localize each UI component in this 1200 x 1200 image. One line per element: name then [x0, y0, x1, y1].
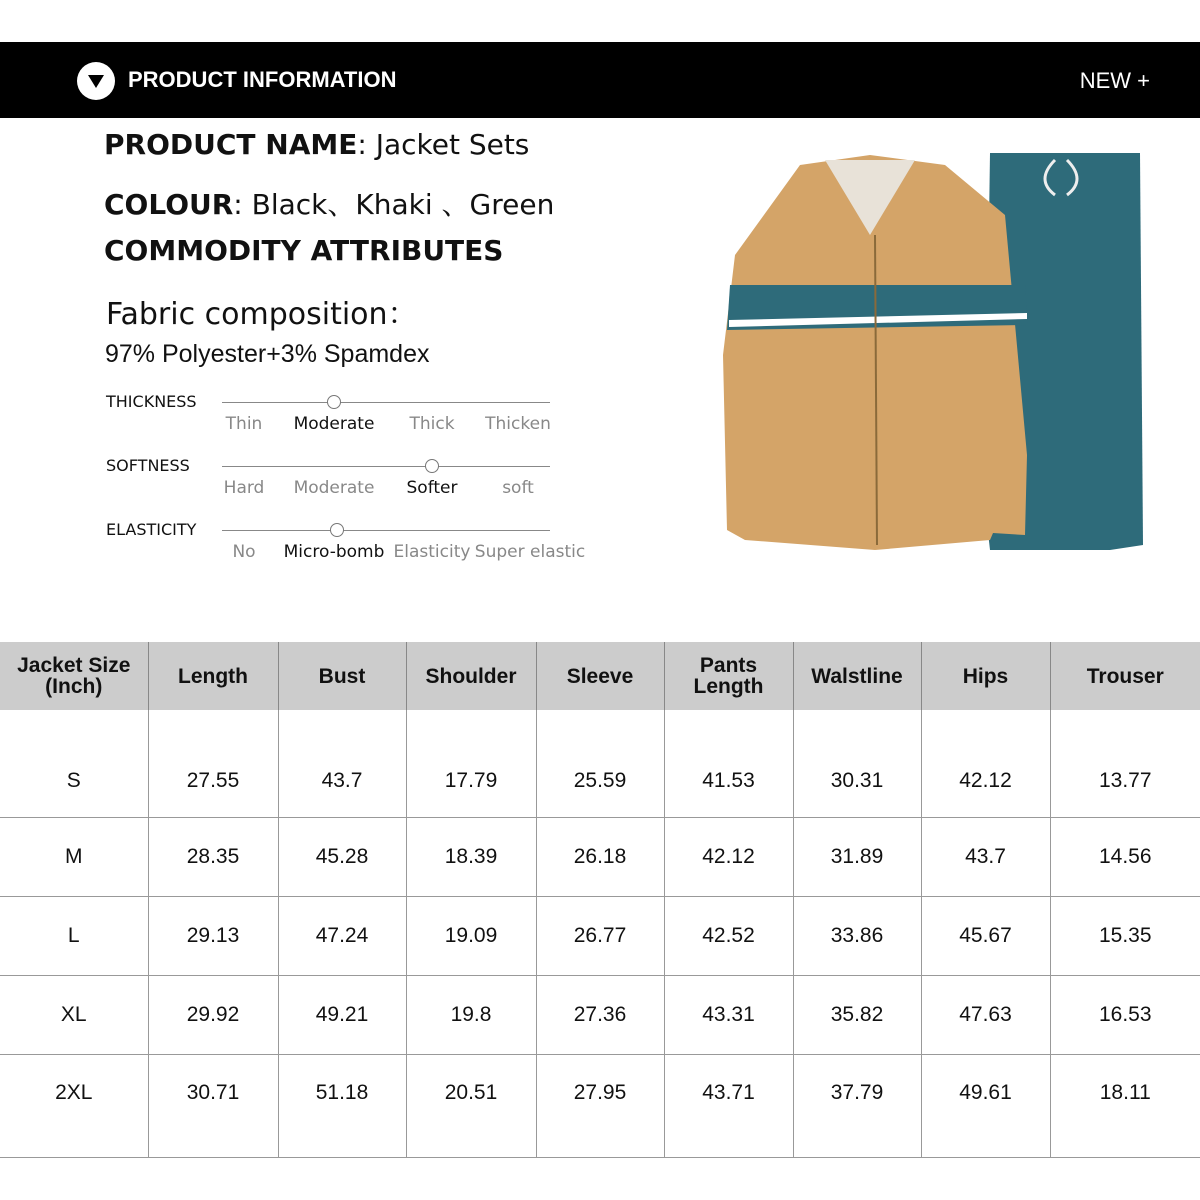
size-chart-table — [0, 642, 1200, 1158]
table-cell: 20.51 — [406, 1054, 536, 1157]
table-cell: 31.89 — [793, 817, 921, 896]
column-header: Sleeve — [536, 642, 664, 710]
table-cell: 42.12 — [921, 710, 1050, 817]
table-cell: 29.92 — [148, 975, 278, 1054]
rating-track — [222, 402, 550, 403]
rating-knob — [425, 459, 439, 473]
table-cell: 43.7 — [921, 817, 1050, 896]
table-cell: 26.18 — [536, 817, 664, 896]
table-cell: M — [0, 817, 148, 896]
table-cell: 30.31 — [793, 710, 921, 817]
table-cell: 41.53 — [664, 710, 793, 817]
table-row — [0, 896, 1200, 975]
rating-option: Thin — [225, 414, 263, 434]
rating-knob — [330, 523, 344, 537]
rating-softness — [106, 456, 626, 506]
table-cell: L — [0, 896, 148, 975]
table-cell: S — [0, 710, 148, 817]
product-name-value: : Jacket Sets — [357, 128, 530, 161]
rating-track — [222, 466, 550, 467]
table-row — [0, 817, 1200, 896]
rating-option: Super elastic — [474, 542, 586, 562]
table-cell: 13.77 — [1050, 710, 1200, 817]
rating-label: SOFTNESS — [106, 456, 190, 475]
table-cell: 19.09 — [406, 896, 536, 975]
table-cell: 37.79 — [793, 1054, 921, 1157]
product-name-label: PRODUCT NAME — [104, 128, 358, 161]
table-cell: 14.56 — [1050, 817, 1200, 896]
rating-label: THICKNESS — [106, 392, 197, 411]
product-name — [104, 128, 529, 161]
attributes-heading: COMMODITY ATTRIBUTES — [104, 234, 504, 267]
colour-label: COLOUR — [104, 188, 234, 221]
rating-option: Softer — [406, 478, 458, 498]
rating-option: Thicken — [485, 414, 551, 434]
rating-option: Micro-bomb — [283, 542, 385, 562]
rating-label: ELASTICITY — [106, 520, 197, 539]
table-cell: 27.95 — [536, 1054, 664, 1157]
table-cell: 18.11 — [1050, 1054, 1200, 1157]
table-cell: 33.86 — [793, 896, 921, 975]
table-cell: 30.71 — [148, 1054, 278, 1157]
table-cell: 29.13 — [148, 896, 278, 975]
column-header: Trouser — [1050, 642, 1200, 710]
column-header: Bust — [278, 642, 406, 710]
rating-option: Hard — [223, 478, 265, 498]
table-row — [0, 710, 1200, 817]
column-header: Length — [148, 642, 278, 710]
table-cell: 49.61 — [921, 1054, 1050, 1157]
rating-elasticity — [106, 520, 626, 570]
table-cell: 15.35 — [1050, 896, 1200, 975]
table-cell: 25.59 — [536, 710, 664, 817]
table-row — [0, 975, 1200, 1054]
table-cell: 17.79 — [406, 710, 536, 817]
column-header: Jacket Size (Inch) — [0, 642, 148, 710]
fabric-value: 97% Polyester+3% Spamdex — [105, 340, 430, 368]
dropdown-triangle-icon — [77, 62, 115, 100]
rating-option: Moderate — [293, 478, 375, 498]
table-cell: 27.55 — [148, 710, 278, 817]
table-cell: 51.18 — [278, 1054, 406, 1157]
rating-option: soft — [502, 478, 534, 498]
table-cell: 43.31 — [664, 975, 793, 1054]
table-cell: 16.53 — [1050, 975, 1200, 1054]
rating-option: Elasticity — [393, 542, 471, 562]
column-header: Walstline — [793, 642, 921, 710]
table-cell: 18.39 — [406, 817, 536, 896]
table-cell: 26.77 — [536, 896, 664, 975]
rating-option: No — [232, 542, 256, 562]
table-cell: 47.24 — [278, 896, 406, 975]
table-cell: 43.71 — [664, 1054, 793, 1157]
column-header: Hips — [921, 642, 1050, 710]
table-cell: 35.82 — [793, 975, 921, 1054]
column-header: Shoulder — [406, 642, 536, 710]
fabric-label: Fabric composition： — [106, 297, 418, 332]
table-cell: 42.52 — [664, 896, 793, 975]
table-cell: 2XL — [0, 1054, 148, 1157]
table-cell: 49.21 — [278, 975, 406, 1054]
table-cell: 19.8 — [406, 975, 536, 1054]
new-badge: NEW + — [1079, 68, 1150, 93]
column-header: Pants Length — [664, 642, 793, 710]
header-bar — [0, 42, 1200, 118]
table-cell: 45.67 — [921, 896, 1050, 975]
rating-track — [222, 530, 550, 531]
rating-thickness — [106, 392, 626, 442]
table-cell: 28.35 — [148, 817, 278, 896]
table-cell: 47.63 — [921, 975, 1050, 1054]
rating-option: Moderate — [293, 414, 375, 434]
table-cell: XL — [0, 975, 148, 1054]
header-title: PRODUCT INFORMATION — [128, 67, 397, 92]
table-row — [0, 1054, 1200, 1157]
table-cell: 27.36 — [536, 975, 664, 1054]
table-cell: 45.28 — [278, 817, 406, 896]
colour — [104, 183, 554, 223]
tracksuit-image — [715, 145, 1155, 565]
colour-value: : Black、Khaki 、Green — [233, 188, 555, 221]
table-cell: 43.7 — [278, 710, 406, 817]
table-cell: 42.12 — [664, 817, 793, 896]
rating-knob — [327, 395, 341, 409]
rating-option: Thick — [409, 414, 455, 434]
